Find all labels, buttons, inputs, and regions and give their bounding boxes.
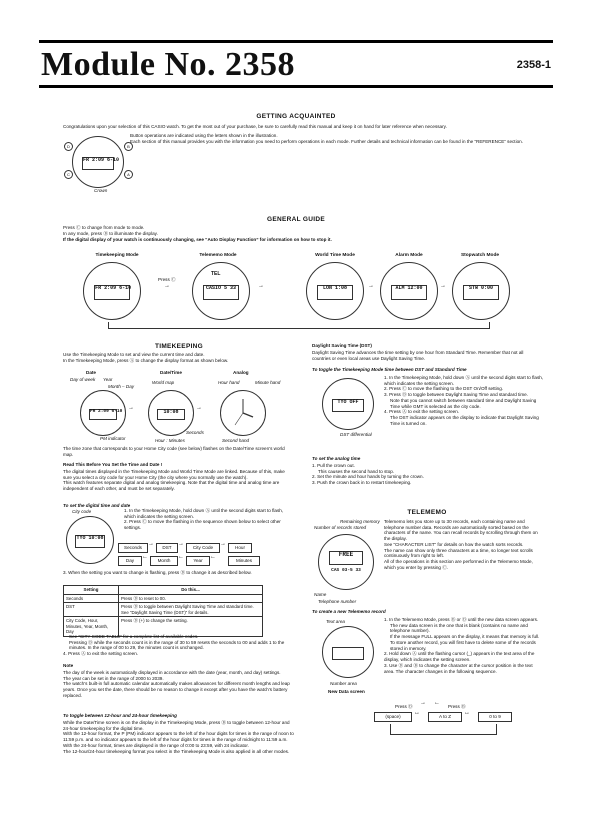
timekeeping-bullet2: The time zone that corresponds to your Home City code (see below) flashes on the Date/Time screen’s world map. xyxy=(63,446,285,457)
label-records-stored: Number of records stored xyxy=(314,525,367,530)
mode-label-stopwatch: Stopwatch Mode xyxy=(460,253,500,258)
label-number-area: Number area xyxy=(330,681,357,686)
telememo-bullet: All of the operations in this section are performed in the Telememo Mode, which you enter by pressing Ⓒ. xyxy=(384,559,533,570)
label-month-day: Month – Day xyxy=(108,384,135,389)
table-header: Do this... xyxy=(119,586,263,595)
module-code: 2358-1 xyxy=(516,59,551,71)
new-data-screen-label: New Data screen xyxy=(328,689,365,694)
read-text xyxy=(63,469,295,492)
watch-set-time xyxy=(66,516,114,564)
arrow-both-icon: ↔ xyxy=(464,710,470,716)
crown-label: Crown xyxy=(94,188,108,193)
read-heading: Read This Before You Set the Time and Date ! xyxy=(63,462,163,467)
create-step: 1. In the Telememo Mode, press Ⓑ or Ⓓ until the new data screen appears. xyxy=(384,617,539,622)
button-c-icon: C xyxy=(64,170,73,179)
create-step: 3. Use Ⓓ and Ⓑ to change the character at the cursor position in the text area. The character changes in the following sequence. xyxy=(384,662,533,674)
dst-step: Note that you cannot switch between standard time and Daylight Saving Time while GMT is selected as the city code. xyxy=(390,397,537,409)
section-heading-telememo: TELEMEMO xyxy=(407,509,447,516)
watch-format-date xyxy=(80,390,126,436)
set-step3: 3. When the setting you want to change is flashing, press Ⓓ to change it as described below. xyxy=(63,570,252,575)
arrow-right-icon: → xyxy=(258,283,264,289)
dst-toggle-heading: To toggle the Timekeeping Mode time between DST and Standard Time xyxy=(312,367,467,372)
page-title: Module No. 2358 xyxy=(41,46,295,83)
lcd-telememo: CASIO 5 33 xyxy=(203,285,239,299)
header-rule-bottom xyxy=(39,85,553,88)
toggle-bullet: With the 24-hour format, times are displayed in the range of 0:00 to 23:59, with 24 indicator. xyxy=(63,742,249,748)
create-heading: To create a new Telememo record xyxy=(312,609,386,614)
lcd-dst: TYO OFF xyxy=(332,399,364,412)
lcd-telememo-free: FREE xyxy=(329,551,364,565)
dst-differential-label: DST differential xyxy=(340,432,372,437)
arrow-right-icon: → xyxy=(178,541,184,547)
seq-press-d-label: Press Ⓓ xyxy=(395,704,413,709)
toggle-heading: To toggle between 12-hour and 24-hour timekeeping xyxy=(63,713,177,718)
note-item: The day of the week is automatically displayed in accordance with the date (year, month, and day) settings. xyxy=(63,670,281,675)
watch-worldtime xyxy=(306,262,364,320)
lcd-set-time: TYO 10:08 xyxy=(75,535,104,547)
watch-stopwatch xyxy=(452,262,510,320)
seq-press-b-label: Press Ⓑ xyxy=(448,704,466,709)
arrow-left-icon: ← xyxy=(142,554,148,560)
seq-return-line xyxy=(390,724,497,735)
telememo-intro-text: Telememo lets you store up to 30 records, each containing name and telephone number data. Records are automatically sorted based on the characters of the name. You can recall records by scrolling through them on the display. xyxy=(384,519,538,542)
section-heading-general: GENERAL GUIDE xyxy=(267,216,325,223)
after-table xyxy=(63,634,295,657)
dst-step: 2. Press Ⓒ to move the flashing to the DST On/Off setting. xyxy=(384,386,504,392)
section-heading-timekeeping: TIMEKEEPING xyxy=(154,343,204,350)
toggle-bullet: With the 12-hour format, the P (PM) indicator appears to the left of the hour digits for times in the range of noon to 11:59 p.m. and no indicator appears to the left of the hour digits for times in the range of midnight to 11:59 a.m. xyxy=(63,731,294,743)
seq-0-to-9: 0 to 9 xyxy=(478,712,512,722)
label-hour-hand: Hour hand xyxy=(218,380,240,385)
arrow-left-icon: ← xyxy=(434,700,440,706)
analog-heading: To set the analog time xyxy=(312,456,361,461)
label-hour-minutes: Hour : Minutes xyxy=(155,438,185,443)
read-text-body: The digital times displayed in the Timekeeping Mode and World Time Mode are linked. Because of this, make sure you select a city code for your Home City (the city where you normally use the watch). xyxy=(63,469,285,480)
dst-heading: Daylight Saving Time (DST) xyxy=(312,343,372,348)
acquainted-watch-illustration xyxy=(72,136,124,188)
arrow-left-icon: ← xyxy=(178,554,184,560)
seq-seconds: Seconds xyxy=(118,543,148,553)
arrow-right-icon: → xyxy=(440,283,446,289)
set-steps xyxy=(124,508,294,531)
telememo-intro xyxy=(384,519,544,571)
seq-a-to-z: A to Z xyxy=(428,712,462,722)
arrow-both-icon: ↔ xyxy=(414,710,420,716)
create-steps xyxy=(384,617,544,674)
timekeeping-bullet: In the Timekeeping Mode, press Ⓐ to change the display format as shown below. xyxy=(63,357,229,363)
label-telephone-number: Telephone number xyxy=(318,599,357,604)
dst-step: The DST indicator appears on the display to indicate that Daylight Saving Time is turned on. xyxy=(390,415,539,426)
toggle-bullet: The 12-hour/24-hour timekeeping format you select in the Timekeeping Mode is also applied in all other modes. xyxy=(63,748,290,754)
arrow-right-icon: → xyxy=(368,283,374,289)
press-c-label: Press Ⓒ xyxy=(158,277,176,282)
mode-label-worldtime: World Time Mode xyxy=(315,253,355,258)
general-bullets xyxy=(63,225,543,244)
format-label-datetime: Date/Time xyxy=(160,370,182,375)
dst-step: 4. Press Ⓐ to exit the setting screen. xyxy=(384,409,460,415)
dst-step: 3. Press Ⓓ to toggle between Daylight Saving Time and standard time. xyxy=(384,392,529,398)
seq-hour: Hour xyxy=(228,543,252,553)
arrow-right-icon: → xyxy=(420,700,426,706)
lcd-format-datetime: 10:08 xyxy=(157,409,185,421)
analog-step: 2. Set the minute and hour hands by turning the crown. xyxy=(312,474,424,480)
format-label-analog: Analog xyxy=(233,370,249,375)
acquainted-bullet: Button operations are indicated using the letters shown in the illustration. xyxy=(130,133,278,138)
table-cell: Seconds xyxy=(64,594,119,603)
lcd-telememo-number: CAS 03-5 33 xyxy=(331,568,361,574)
general-bullet: In any mode, press Ⓑ to illuminate the display. xyxy=(63,231,158,237)
seq-space: (space) xyxy=(374,712,412,722)
label-seconds: Seconds xyxy=(186,430,204,435)
mode-cycle-return-line xyxy=(108,322,490,329)
watch-telememo xyxy=(192,262,250,320)
watch-format-analog xyxy=(220,390,266,436)
watch-telememo-info xyxy=(318,534,374,590)
after-table-item: See “CITY CODE TABLE” for a complete list of available codes. xyxy=(69,634,199,639)
after-table-item: Pressing Ⓓ while the seconds count is in the range of 30 to 59 resets the seconds to 00 and adds 1 to the minutes. In the range of 00 to 29, the minutes count is unchanged. xyxy=(69,639,285,651)
arrow-right-icon: → xyxy=(220,541,226,547)
section-heading-acquainted: GETTING ACQUAINTED xyxy=(256,113,336,120)
set-step: 1. In the Timekeeping Mode, hold down Ⓐ until the second digits start to flash, which indicates the setting screen. xyxy=(124,508,284,519)
mode-label-alarm: Alarm Mode xyxy=(395,253,423,258)
create-step: The new data screen is the one that is blank (contains no name and telephone number). xyxy=(390,622,528,634)
format-label-date: Date xyxy=(86,370,96,375)
label-pm-indicator: PM indicator xyxy=(100,436,126,441)
acquainted-bullets xyxy=(130,133,540,145)
acquainted-bullet: Each section of this manual provides you with the information you need to perform operations in each mode. Further details and technical information can be found in the “REFERENCE” section. xyxy=(130,139,523,145)
label-world-map: World map xyxy=(152,380,175,385)
seq-dst: DST xyxy=(156,543,178,553)
seq-month: Month xyxy=(150,556,178,566)
arrow-right-icon: → xyxy=(128,405,134,411)
lcd-new-data xyxy=(332,647,364,660)
timekeeping-intro xyxy=(63,352,295,363)
lcd-format-date: FR 2:09 6-10 xyxy=(89,409,117,421)
arrow-right-icon: → xyxy=(196,405,202,411)
analog-step: 3. Push the crown back in to restart timekeeping. xyxy=(312,480,412,486)
note-item: The year can be set in the range of 2000 to 2039. xyxy=(63,675,164,681)
label-day-of-week: Day of week xyxy=(70,377,96,382)
analog-hands-icon xyxy=(221,391,265,435)
analog-step: This causes the second hand to stop. xyxy=(318,468,395,474)
general-bullet: Press Ⓒ to change from mode to mode. xyxy=(63,225,145,230)
acquainted-intro: Congratulations upon your selection of this CASIO watch. To get the most out of your purchase, be sure to carefully read this manual and keep it on hand for later reference when necessary. xyxy=(63,124,447,129)
table-cell: Press Ⓓ to toggle between Daylight Saving Time and standard time. See “Daylight Saving Time (DST)” for details. xyxy=(119,603,263,617)
arrow-left-icon: ← xyxy=(210,554,216,560)
mode-label-telememo: Telememo Mode xyxy=(199,253,237,258)
watch-alarm xyxy=(380,262,438,320)
dst-intro: Daylight Saving Time advances the time setting by one hour from Standard Time. Remember that not all countries or even local areas use Daylight Saving Time. xyxy=(312,350,524,361)
telememo-bullet: See “CHARACTER LIST” for details on how the watch sorts records. xyxy=(384,541,524,547)
label-remaining-memory: Remaining memory xyxy=(340,519,380,524)
lcd-stopwatch: STW 0:00 xyxy=(463,285,499,299)
lcd-worldtime: LON 1:08 xyxy=(317,285,353,299)
label-name: Name xyxy=(314,592,327,597)
table-row xyxy=(64,594,263,603)
watch-lcd: FR 2:09 6-10 xyxy=(82,157,114,170)
create-step: 2. Hold down Ⓐ until the flashing cursor (_) appears in the text area of the display, which indicates the setting screen. xyxy=(384,651,535,663)
dst-step: 1. In the Timekeeping Mode, hold down Ⓐ until the second digits start to flash, which indicates the setting screen. xyxy=(384,375,544,386)
toggle-body: While the Date/Time screen is on the display in the Timekeeping Mode, press Ⓑ to toggle between 12-hour and 24-hour timekeeping for the digital time. xyxy=(63,720,290,731)
read-bullet: This watch features separate digital and analog timekeeping. Note that the digital time and analog time are independent of each other, and must be set separately. xyxy=(63,480,280,492)
watch-new-data xyxy=(322,626,374,678)
seq-city-code: City Code xyxy=(186,543,220,553)
analog-steps xyxy=(312,463,542,486)
table-cell: City Code, Hour, Minutes, Year, Month, Day xyxy=(64,617,119,637)
label-year: Year xyxy=(103,377,113,382)
table-row xyxy=(64,603,263,617)
button-d-icon: D xyxy=(64,142,73,151)
toggle-text xyxy=(63,720,295,754)
seq-year: Year xyxy=(186,556,210,566)
analog-step: 1. Pull the crown out. xyxy=(312,463,355,468)
seq-minutes: Minutes xyxy=(228,556,260,566)
general-bullet: If the digital display of your watch is continuously changing, see “Auto Display Function” for information on how to stop it. xyxy=(63,237,332,243)
dst-steps xyxy=(384,375,544,427)
set-step: 2. Press Ⓒ to move the flashing in the sequence shown below to select other settings. xyxy=(124,519,281,531)
seq-day: Day xyxy=(118,556,142,566)
table-header: Setting xyxy=(64,586,119,595)
table-cell: Press Ⓓ (+) to change the setting. xyxy=(119,617,263,637)
mode-label-timekeeping: Timekeeping Mode xyxy=(95,253,139,258)
timekeeping-intro-text: Use the Timekeeping Mode to set and view the current time and date. xyxy=(63,352,205,357)
settings-table xyxy=(63,585,263,637)
arrow-right-icon: → xyxy=(148,541,154,547)
note-item: The watch’s built-in full automatic calendar automatically makes allowances for different month lengths and leap years. Once you set the date, there should be no reason to change it except after you have the watch’s battery replaced. xyxy=(63,681,290,698)
after-table-item: 4. Press Ⓐ to exit the setting screen. xyxy=(63,651,139,657)
watch-timekeeping xyxy=(83,262,141,320)
label-text-area: Text area xyxy=(326,619,345,624)
set-heading: To set the digital time and date xyxy=(63,503,131,508)
watch-dst xyxy=(322,378,374,430)
label-second-hand: Second hand xyxy=(222,438,250,443)
create-step: If the message FULL appears on the display, it means that memory is full. To store another record, you will first have to delete some of the records stored in memory. xyxy=(390,634,540,651)
telememo-bullet: The name can show only three characters at a time, so longer text scrolls continuously from right to left. xyxy=(384,547,533,559)
tel-label: TEL xyxy=(211,271,221,277)
lcd-timekeeping: FR 2:09 6-10 xyxy=(94,285,130,299)
header-rule-top xyxy=(39,40,553,43)
notes xyxy=(63,670,295,699)
city-code-label: City code xyxy=(72,509,92,514)
button-b-icon: B xyxy=(124,142,133,151)
lcd-alarm: ALM 12:00 xyxy=(391,285,427,299)
table-cell: Press Ⓓ to reset to 00. xyxy=(119,594,263,603)
arrow-right-icon: → xyxy=(164,283,170,289)
label-minute-hand: Minute hand xyxy=(255,380,281,385)
note-heading: Note xyxy=(63,663,74,668)
table-cell: DST xyxy=(64,603,119,617)
button-a-icon: A xyxy=(124,170,133,179)
